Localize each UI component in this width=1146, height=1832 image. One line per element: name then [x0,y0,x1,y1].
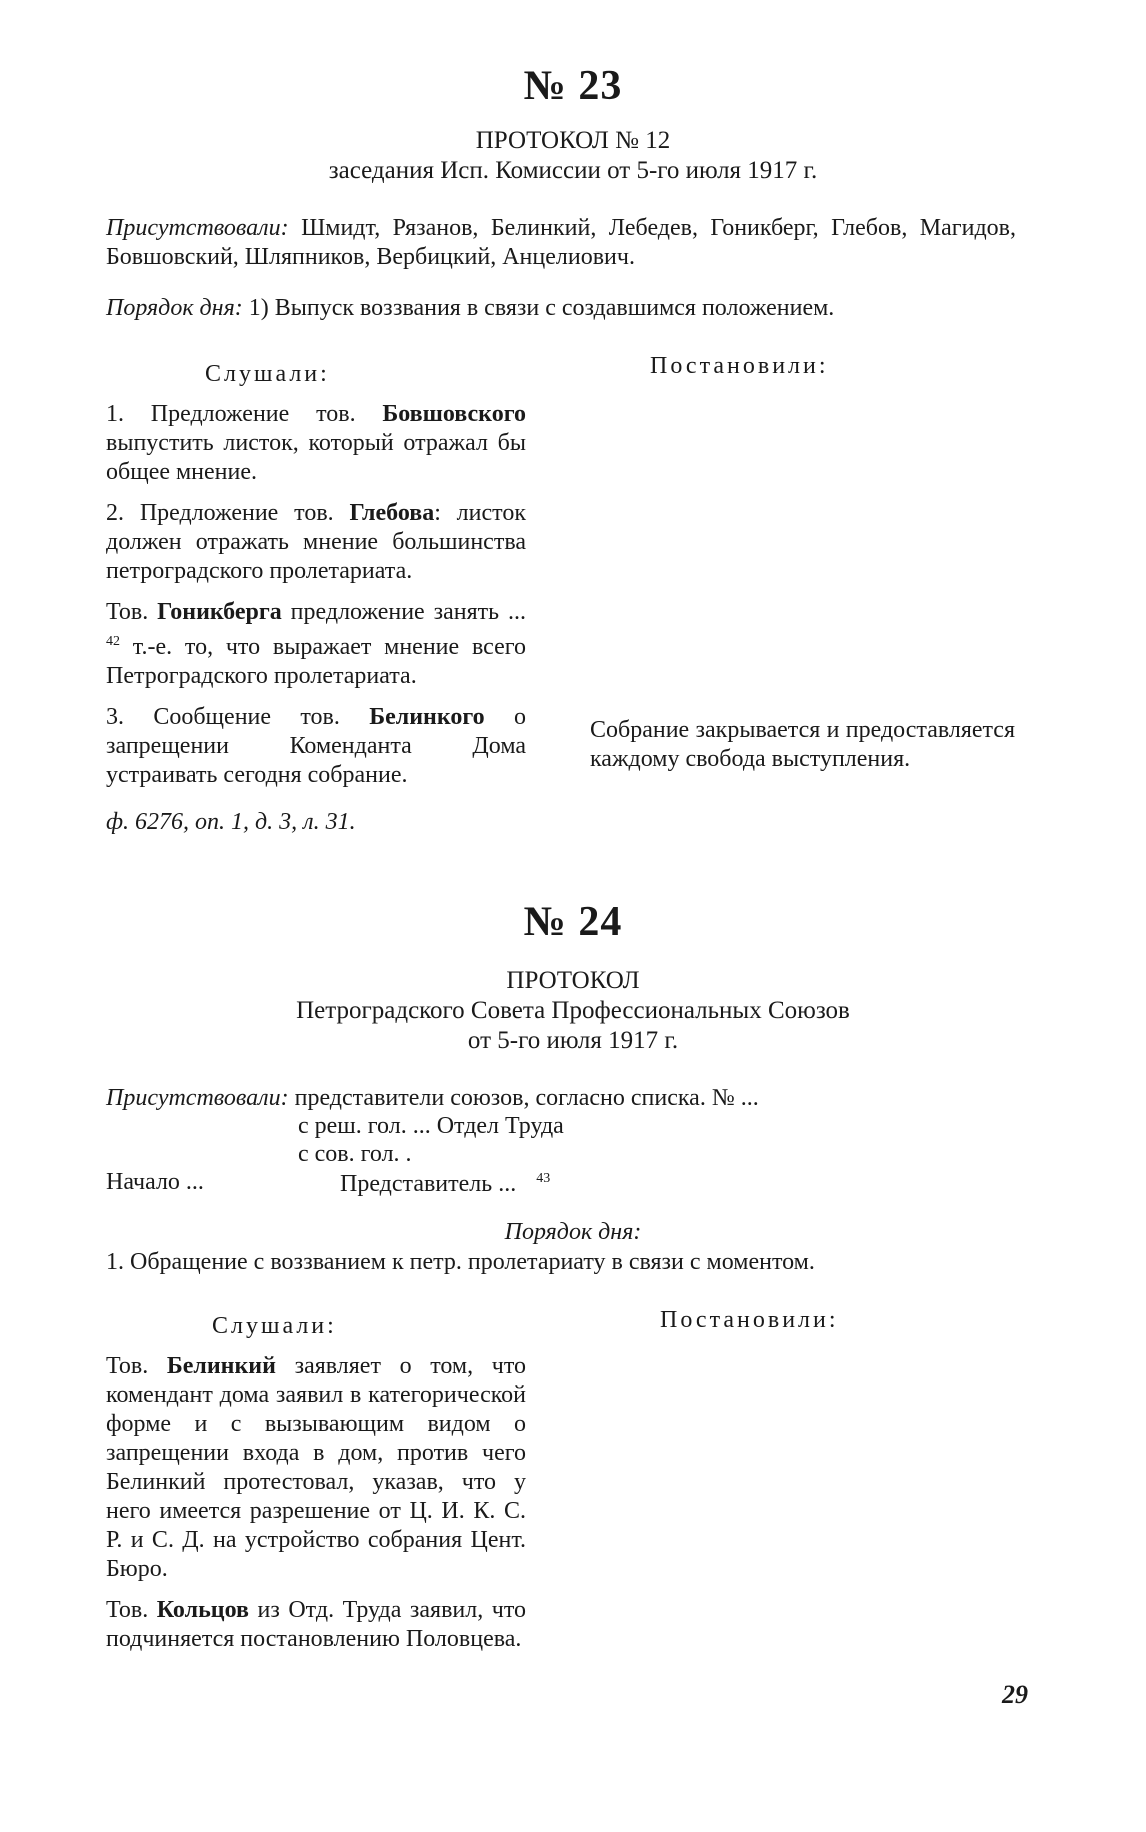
doc23-archive: ф. 6276, оп. 1, д. 3, л. 31. [106,809,356,835]
doc23-item2-name: Глебова [349,500,435,526]
doc23-subtitle: заседания Исп. Комиссии от 5-го июля 1917 г. [328,157,818,184]
doc24-heard-column [106,1352,526,1666]
doc24-subtitle1: Петроградского Совета Профессиональных Союзов [296,997,850,1024]
doc23-agenda-label: Порядок дня: [106,295,243,321]
doc23-heard-column [106,400,526,849]
doc24-para1-name: Белинкий [166,1353,276,1379]
doc23-agenda [106,294,1016,323]
doc23-item3: 3. Сообщение тов. Белинкого о запрещении Коменданта Дома устраивать сегодня собрание. [106,704,526,788]
doc23-heard-heading: Слушали: [205,361,330,387]
doc23-item2: 2. Предложение тов. Глебова: листок должен отражать мнение большинства петроградского пролетариата. [106,500,526,584]
doc23-item1-name: Бовшовского [382,401,526,427]
doc23-item1: 1. Предложение тов. Бовшовского выпустить листок, который отражал бы общее мнение. [106,401,526,485]
doc24-subtitle2: от 5-го июля 1917 г. [467,1027,679,1054]
doc24-heard-heading: Слушали: [212,1313,337,1339]
doc24-para1: Тов. Белинкий заявляет о том, что комендант дома заявил в категорической форме и с вызывающим видом о запрещении входа в дом, против чего Белинкий протестовал, указав, что у него имеется разрешение от Ц. И. К. С. Р. и С. Д. на устройство собрания Цент. Бюро. [106,1353,526,1582]
doc24-present-label: Присутствовали: [106,1085,289,1111]
doc23-item2b: Тов. Гоникберга предложение занять ... $^{42}$ т.-е. то, что выражает мнение всего Петроградского пролетариата. [106,599,526,689]
doc24-title: ПРОТОКОЛ [506,967,640,994]
doc23-present-text: Шмидт, Рязанов, Белинкий, Лебедев, Гоникберг, Глебов, Магидов, Бовшовский, Шляпников, Вербицкий, Анцелиович. [106,215,1016,270]
doc24-advisory-vote: с сов. гол. . [298,1141,412,1167]
doc24-decisive-vote: с реш. гол. ... Отдел Труда [298,1113,564,1139]
doc24-present-text: представители союзов, согласно списка. № ... [294,1085,759,1111]
doc23-agenda-text: 1) Выпуск воззвания в связи с создавшимся положением. [248,295,835,321]
doc24-para2-name: Кольцов [156,1597,249,1623]
doc23-item3-name: Белинкого [369,704,485,730]
doc23-present [106,214,1016,284]
doc23-title: ПРОТОКОЛ № 12 [475,127,671,154]
doc23-item2b-name: Гоникберга [157,599,282,625]
doc24-agenda-item: 1. Обращение с воззванием к петр. пролетариату в связи с моментом. [106,1249,815,1275]
doc23-present-label: Присутствовали: [106,215,289,241]
doc24-para2: Тов. Кольцов из Отд. Труда заявил, что подчиняется постановлению Половцева. [106,1597,526,1652]
footnote-43: 43 [536,1171,551,1186]
doc24-present [106,1084,1016,1113]
doc23-resolved-heading: Постановили: [650,353,829,379]
footnote-42: 42 [106,634,120,649]
doc24-resolved-heading: Постановили: [660,1307,839,1333]
page-number: 29 [1002,1680,1028,1709]
doc24-start: Начало ... [106,1169,204,1195]
doc24-number: № 24 [523,899,623,945]
doc23-number: № 23 [523,63,623,109]
doc23-resolution: Собрание закрывается и предоставляется каждому свобода выступления. [590,717,1015,772]
doc24-representative: Представитель ... $^{43}$ [340,1171,551,1197]
doc24-agenda-label: Порядок дня: [504,1219,642,1245]
